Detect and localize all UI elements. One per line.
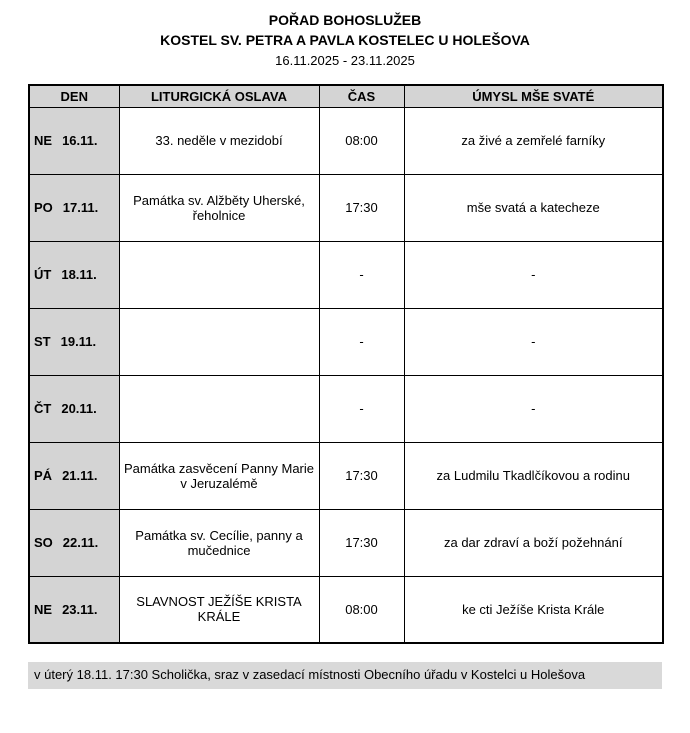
column-header-cas: ČAS xyxy=(319,85,404,107)
celebration-cell: 33. neděle v mezidobí xyxy=(119,107,319,174)
day-cell xyxy=(29,375,119,442)
day-abbr: ST xyxy=(34,334,51,350)
celebration-cell: Památka sv. Cecílie, panny a mučednice xyxy=(119,509,319,576)
table-row xyxy=(29,442,663,509)
day-cell xyxy=(29,509,119,576)
table-row xyxy=(29,509,663,576)
schedule-body xyxy=(29,107,663,643)
time-cell: - xyxy=(319,308,404,375)
time-cell: 17:30 xyxy=(319,174,404,241)
day-date: 21.11. xyxy=(62,468,98,484)
column-header-den: DEN xyxy=(29,85,119,107)
page-subtitle: KOSTEL SV. PETRA A PAVLA KOSTELEC U HOLEŠOVA xyxy=(160,32,530,49)
title-block xyxy=(28,10,662,70)
celebration-cell xyxy=(119,375,319,442)
intention-cell: ke cti Ježíše Krista Krále xyxy=(404,576,663,643)
intention-cell: za dar zdraví a boží požehnání xyxy=(404,509,663,576)
celebration-cell: Památka zasvěcení Panny Marie v Jeruzalémě xyxy=(119,442,319,509)
page-title: POŘAD BOHOSLUŽEB xyxy=(268,12,422,28)
time-cell: - xyxy=(319,375,404,442)
time-cell: 17:30 xyxy=(319,509,404,576)
day-date: 17.11. xyxy=(62,200,99,216)
celebration-cell: Památka sv. Alžběty Uherské, řeholnice xyxy=(119,174,319,241)
time-cell: 17:30 xyxy=(319,442,404,509)
table-row xyxy=(29,107,663,174)
day-abbr: NE xyxy=(34,133,53,149)
date-range: 16.11.2025 - 23.11.2025 xyxy=(275,52,415,68)
column-header-umysl: ÚMYSL MŠE SVATÉ xyxy=(404,85,663,107)
day-abbr: PÁ xyxy=(34,468,53,484)
time-cell: - xyxy=(319,241,404,308)
celebration-cell: SLAVNOST JEŽÍŠE KRISTA KRÁLE xyxy=(119,576,319,643)
day-cell xyxy=(29,174,119,241)
day-cell xyxy=(29,107,119,174)
column-header-liturgicka-oslava: LITURGICKÁ OSLAVA xyxy=(119,85,319,107)
day-abbr: ÚT xyxy=(34,267,52,283)
day-date: 19.11. xyxy=(60,334,97,350)
day-cell xyxy=(29,241,119,308)
day-date: 20.11. xyxy=(61,401,97,417)
schedule-table xyxy=(28,84,664,644)
day-date: 18.11. xyxy=(61,267,97,283)
day-abbr: PO xyxy=(34,200,53,216)
day-date: 22.11. xyxy=(62,535,99,551)
day-cell xyxy=(29,442,119,509)
table-row xyxy=(29,576,663,643)
day-date: 23.11. xyxy=(62,601,98,617)
intention-cell: - xyxy=(404,241,663,308)
day-abbr: ČT xyxy=(34,401,52,417)
time-cell: 08:00 xyxy=(319,107,404,174)
table-row xyxy=(29,174,663,241)
day-abbr: SO xyxy=(34,535,53,551)
table-row xyxy=(29,308,663,375)
table-row xyxy=(29,241,663,308)
day-abbr: NE xyxy=(34,601,53,617)
intention-cell: mše svatá a katecheze xyxy=(404,174,663,241)
celebration-cell xyxy=(119,308,319,375)
intention-cell: - xyxy=(404,375,663,442)
celebration-cell xyxy=(119,241,319,308)
day-date: 16.11. xyxy=(62,133,98,149)
header-row xyxy=(29,85,663,107)
table-row xyxy=(29,375,663,442)
intention-cell: za živé a zemřelé farníky xyxy=(404,107,663,174)
intention-cell: za Ludmilu Tkadlčíkovou a rodinu xyxy=(404,442,663,509)
time-cell: 08:00 xyxy=(319,576,404,643)
footer-note: v úterý 18.11. 17:30 Scholička, sraz v zasedací místnosti Obecního úřadu v Kostelci u Holešova xyxy=(28,662,662,689)
day-cell xyxy=(29,576,119,643)
day-cell xyxy=(29,308,119,375)
intention-cell: - xyxy=(404,308,663,375)
